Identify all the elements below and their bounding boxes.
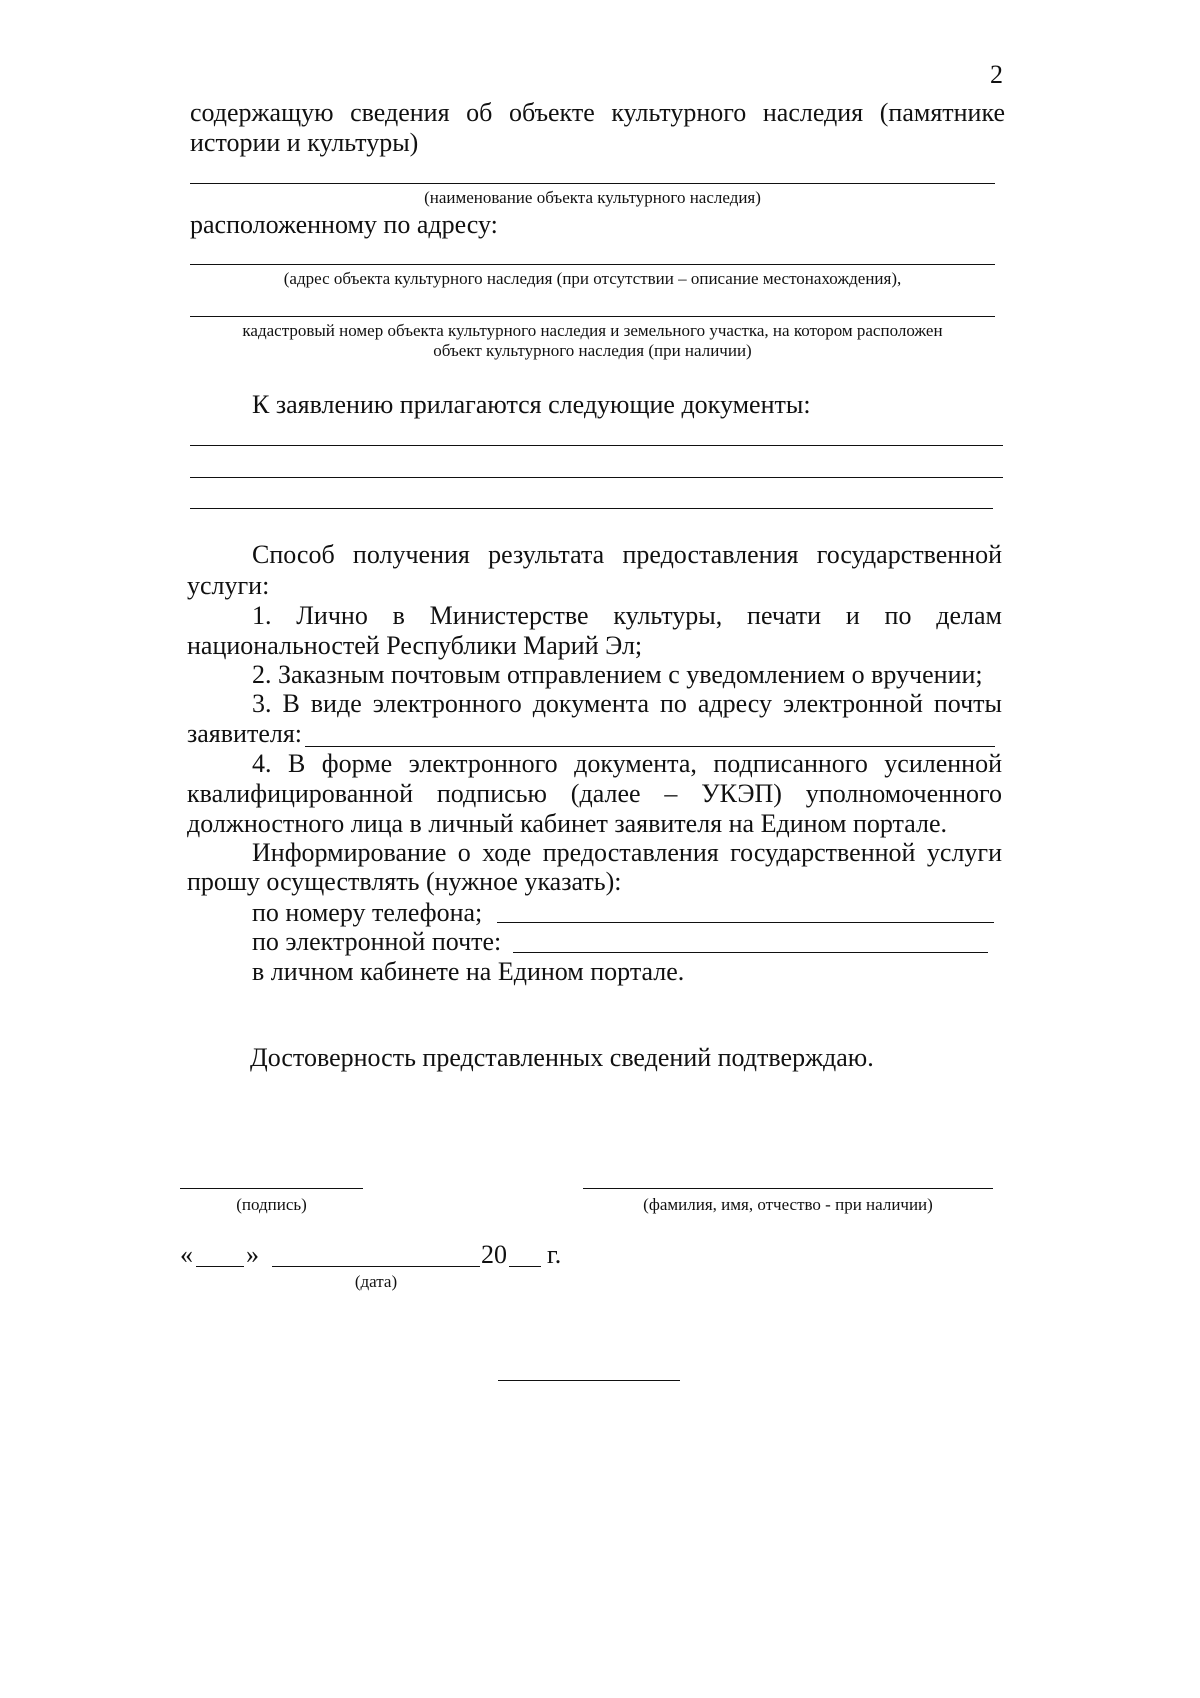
inform-line-1: Информирование о ходе предоставления государственной услуги (252, 838, 1002, 867)
option-2: 2. Заказным почтовым отправлением с уведомлением о вручении; (252, 660, 983, 689)
date-year-field[interactable] (509, 1266, 541, 1267)
method-line-1: Способ получения результата предоставления государственной (252, 540, 1002, 569)
signature-field[interactable] (180, 1188, 363, 1189)
fullname-caption: (фамилия, имя, отчество - при наличии) (643, 1195, 933, 1214)
option-4-line-2: квалифицированной подписью (далее – УКЭП) уполномоченного (187, 779, 1002, 808)
intro-line-2: истории и культуры) (190, 128, 419, 157)
date-year-prefix: 20 (481, 1240, 507, 1269)
date-month-field[interactable] (272, 1266, 480, 1267)
page-number: 2 (990, 60, 1003, 89)
date-year-suffix: г. (547, 1240, 562, 1269)
attachment-line-2[interactable] (190, 477, 1003, 478)
object-name-field[interactable] (190, 183, 995, 184)
option-3-line-2: заявителя: (187, 719, 303, 748)
by-portal-label: в личном кабинете на Едином портале. (252, 957, 685, 986)
signature-caption: (подпись) (236, 1195, 307, 1214)
date-close-quote: » (246, 1240, 259, 1269)
address-field[interactable] (190, 264, 995, 265)
by-phone-label: по номеру телефона; (252, 898, 483, 927)
attachment-line-1[interactable] (190, 445, 1003, 446)
option-4-line-3: должностного лица в личный кабинет заявителя на Едином портале. (187, 809, 948, 838)
date-open-quote: « (180, 1240, 193, 1269)
cadastral-caption-line-1: кадастровый номер объекта культурного наследия и земельного участка, на котором расположен (242, 321, 943, 340)
option-4-line-1: 4. В форме электронного документа, подписанного усиленной (252, 749, 1002, 778)
option-3-line-1: 3. В виде электронного документа по адресу электронной почты (252, 689, 1002, 718)
attachment-line-3[interactable] (190, 508, 993, 509)
inform-line-2: прошу осуществлять (нужное указать): (187, 867, 622, 896)
date-caption: (дата) (354, 1272, 398, 1291)
attachments-label: К заявлению прилагаются следующие документы: (252, 390, 811, 419)
phone-field[interactable] (497, 922, 994, 923)
email-field[interactable] (513, 952, 988, 953)
object-name-caption: (наименование объекта культурного наследия) (424, 188, 761, 207)
intro-line-1: содержащую сведения об объекте культурного наследия (памятнике (190, 98, 1005, 127)
date-day-field[interactable] (196, 1266, 244, 1267)
confirmation-statement: Достоверность представленных сведений подтверждаю. (250, 1043, 874, 1072)
method-line-2: услуги: (187, 571, 270, 600)
end-divider (498, 1380, 680, 1381)
fullname-field[interactable] (583, 1188, 993, 1189)
applicant-email-field[interactable] (305, 746, 995, 747)
address-caption: (адрес объекта культурного наследия (при отсутствии – описание местонахождения), (283, 269, 902, 288)
cadastral-caption-line-2: объект культурного наследия (при наличии) (433, 341, 752, 360)
address-label: расположенному по адресу: (190, 210, 498, 239)
by-email-label: по электронной почте: (252, 927, 502, 956)
cadastral-field[interactable] (190, 316, 995, 317)
option-1-line-2: национальностей Республики Марий Эл; (187, 631, 643, 660)
option-1-line-1: 1. Лично в Министерстве культуры, печати и по делам (252, 601, 1002, 630)
